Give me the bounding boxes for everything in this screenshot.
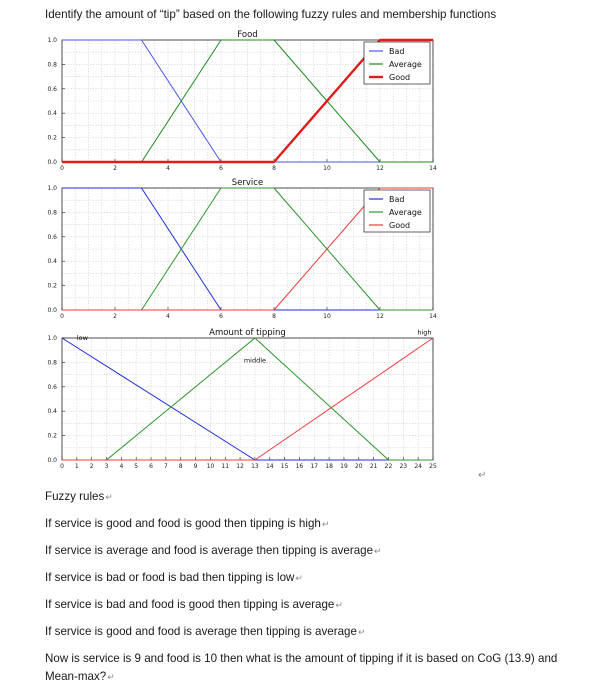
y-tick-label: 0.6 [47,383,57,391]
x-tick-label: 4 [166,165,170,172]
x-tick-label: 5 [134,463,139,470]
y-tick-label: 0.0 [47,159,57,166]
y-tick-label: 0.4 [47,258,57,266]
y-tick-label: 0.6 [47,233,57,241]
rule-2: If service is average and food is average then tipping is average↵ [45,544,382,557]
chart-title: Service [231,178,264,188]
y-tick-label: 0.8 [47,209,57,217]
y-tick-label: 1.0 [47,335,57,342]
rule-3: If service is bad or food is bad then tipping is low↵ [45,571,303,584]
x-tick-label: 11 [221,463,230,470]
x-tick-label: 0 [60,165,64,172]
y-tick-label: 1.0 [47,185,57,192]
x-tick-label: 2 [89,463,94,470]
x-tick-label: 14 [429,165,437,172]
x-tick-label: 16 [295,463,304,470]
x-tick-label: 23 [399,463,408,470]
tipping-membership-chart [0,326,595,478]
y-tick-label: 0.6 [47,85,57,93]
food-membership-chart [0,28,595,180]
return-mark: ↵ [478,470,487,481]
legend-label: Good [389,221,411,230]
x-tick-label: 0 [60,313,64,320]
series-label-high: high [417,328,432,337]
legend-label: Average [389,60,422,69]
x-tick-label: 25 [429,463,437,470]
series-label-low: low [76,333,88,342]
x-tick-label: 12 [376,313,384,320]
x-tick-label: 20 [354,463,363,470]
y-tick-label: 0.0 [47,307,57,314]
legend-label: Bad [389,195,405,204]
y-tick-label: 0.2 [47,432,57,440]
x-tick-label: 4 [119,463,124,470]
x-tick-label: 13 [251,463,259,470]
x-tick-label: 6 [149,463,153,470]
x-tick-label: 10 [323,313,331,320]
y-tick-label: 0.4 [47,110,57,118]
service-membership-chart [0,176,595,328]
x-tick-label: 14 [265,463,274,470]
x-tick-label: 6 [219,165,223,172]
rule-1: If service is good and food is good then tipping is high↵ [45,517,330,530]
legend-label: Good [389,73,411,82]
x-tick-label: 2 [113,313,117,320]
y-tick-label: 0.4 [47,408,57,416]
x-tick-label: 15 [280,463,289,470]
y-tick-label: 0.8 [47,359,57,367]
x-tick-label: 14 [429,313,437,320]
rules-heading: Fuzzy rules↵ [45,490,113,503]
y-tick-label: 1.0 [47,37,57,44]
y-tick-label: 0.2 [47,282,57,290]
x-tick-label: 18 [325,463,333,470]
x-tick-label: 10 [323,165,331,172]
x-tick-label: 8 [272,313,276,320]
chart-title: Amount of tipping [209,328,286,338]
final-question-line-1: Now is service is 9 and food is 10 then what is the amount of tipping if it is based on CoG (13.9) and [45,652,558,665]
final-question-line-2: Mean-max?↵ [45,670,115,683]
y-tick-label: 0.8 [47,61,57,69]
y-tick-label: 0.2 [47,134,57,142]
x-tick-label: 12 [376,165,384,172]
x-tick-label: 3 [104,463,109,470]
chart-title: Food [237,30,258,40]
series-label-middle: middle [243,356,267,365]
x-tick-label: 1 [74,463,79,470]
x-tick-label: 8 [272,165,276,172]
x-tick-label: 2 [113,165,117,172]
x-tick-label: 9 [193,463,198,470]
question-text: Identify the amount of “tip” based on the following fuzzy rules and membership functions [45,8,497,21]
legend-label: Average [389,208,422,217]
rule-5: If service is good and food is average then tipping is average↵ [45,625,366,638]
rule-4: If service is bad and food is good then tipping is average↵ [45,598,343,611]
x-tick-label: 6 [219,313,223,320]
x-tick-label: 17 [310,463,319,470]
x-tick-label: 0 [60,463,64,470]
x-tick-label: 8 [178,463,183,470]
legend-label: Bad [389,47,405,56]
x-tick-label: 12 [236,463,244,470]
y-tick-label: 0.0 [47,457,57,464]
x-tick-label: 4 [166,313,170,320]
x-tick-label: 24 [414,463,422,470]
x-tick-label: 10 [206,463,215,470]
x-tick-label: 21 [369,463,378,470]
x-tick-label: 19 [340,463,348,470]
x-tick-label: 7 [163,463,168,470]
x-tick-label: 22 [384,463,393,470]
